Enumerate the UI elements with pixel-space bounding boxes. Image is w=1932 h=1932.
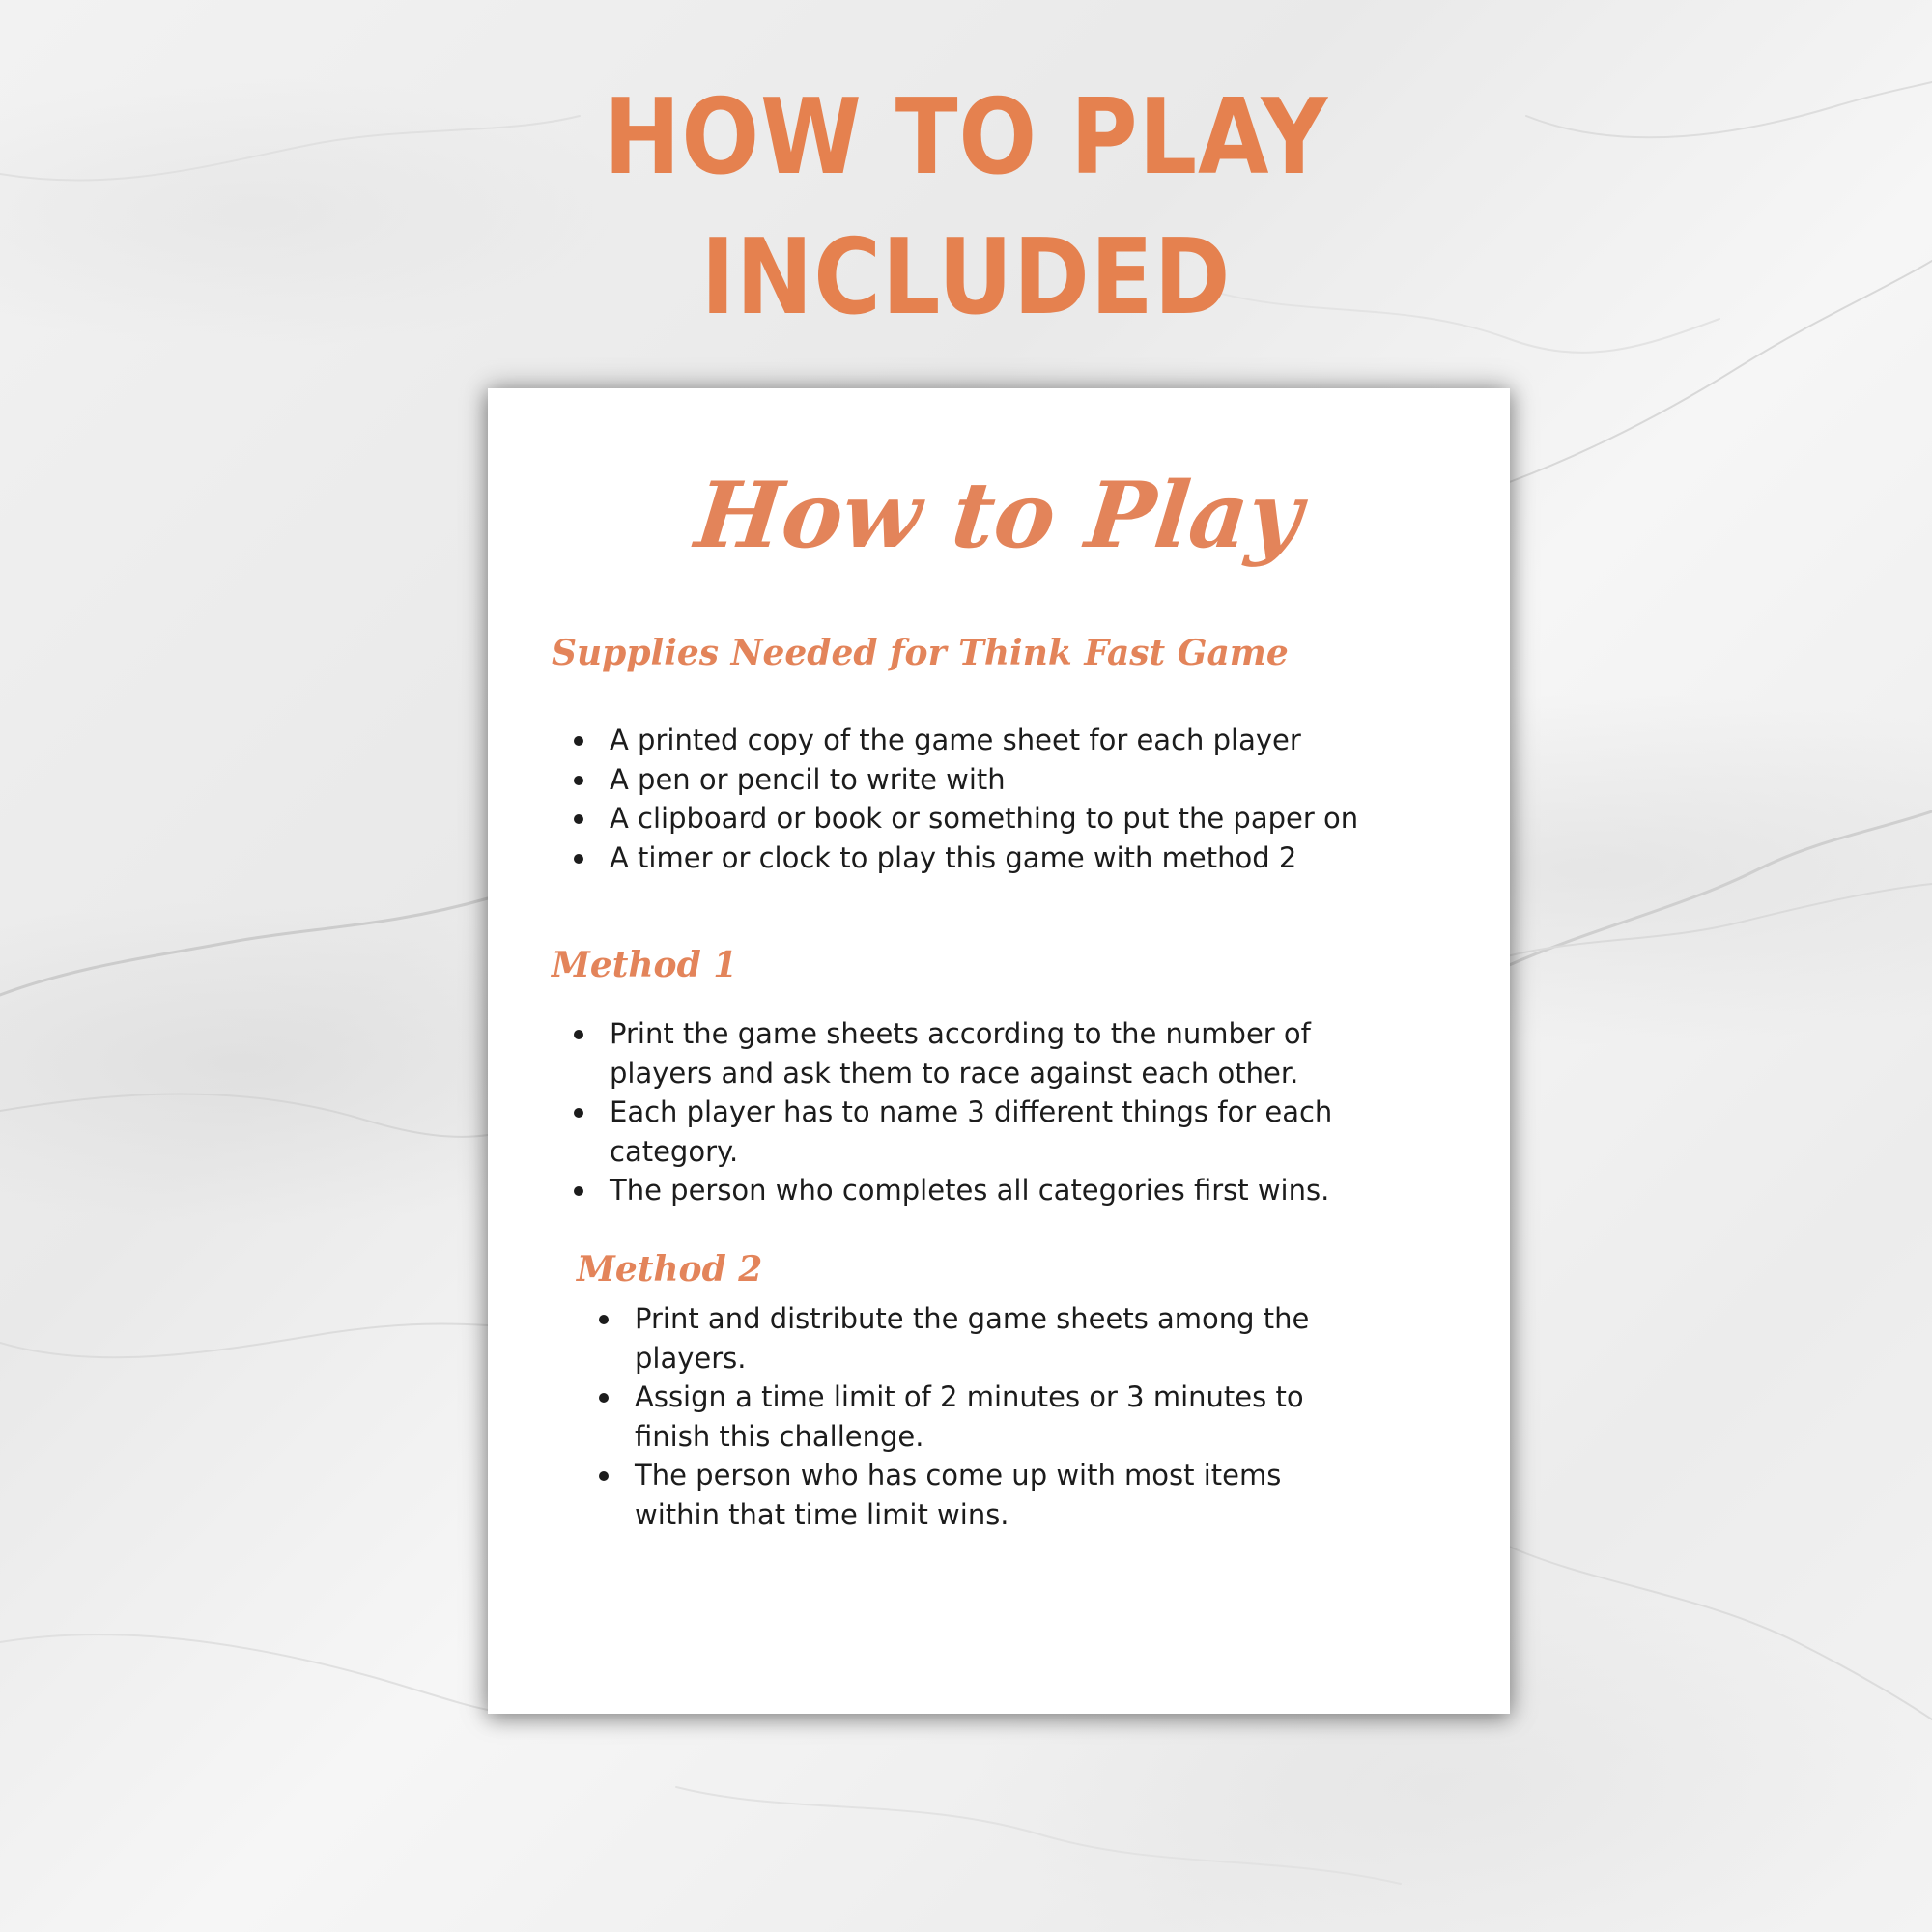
method-2-heading: Method 2 [577,1249,763,1290]
banner-line-2: INCLUDED [700,217,1232,338]
supplies-heading: Supplies Needed for Think Fast Game [552,633,1289,673]
banner-line-1: HOW TO PLAY [603,77,1329,198]
list-item: The person who completes all categories first wins. [560,1171,1333,1210]
sheet-title: How to Play [691,463,1307,569]
method-1-heading: Method 1 [552,945,738,985]
list-item: A printed copy of the game sheet for each player [560,721,1430,760]
list-item: A pen or pencil to write with [560,760,1430,800]
list-item: A timer or clock to play this game with method 2 [560,838,1430,878]
list-item: A clipboard or book or something to put the paper on [560,799,1430,838]
method-1-list [560,1014,1333,1210]
instruction-sheet [488,388,1510,1714]
list-item: Assign a time limit of 2 minutes or 3 minutes to finish this challenge. [585,1378,1358,1456]
supplies-list [560,721,1430,877]
list-item: Each player has to name 3 different things for each category. [560,1093,1333,1171]
promo-banner-title [116,68,1816,348]
list-item: Print and distribute the game sheets among the players. [585,1299,1358,1378]
list-item: Print the game sheets according to the number of players and ask them to race against each other. [560,1014,1333,1093]
method-2-list [585,1299,1358,1534]
list-item: The person who has come up with most items within that time limit wins. [585,1456,1358,1534]
